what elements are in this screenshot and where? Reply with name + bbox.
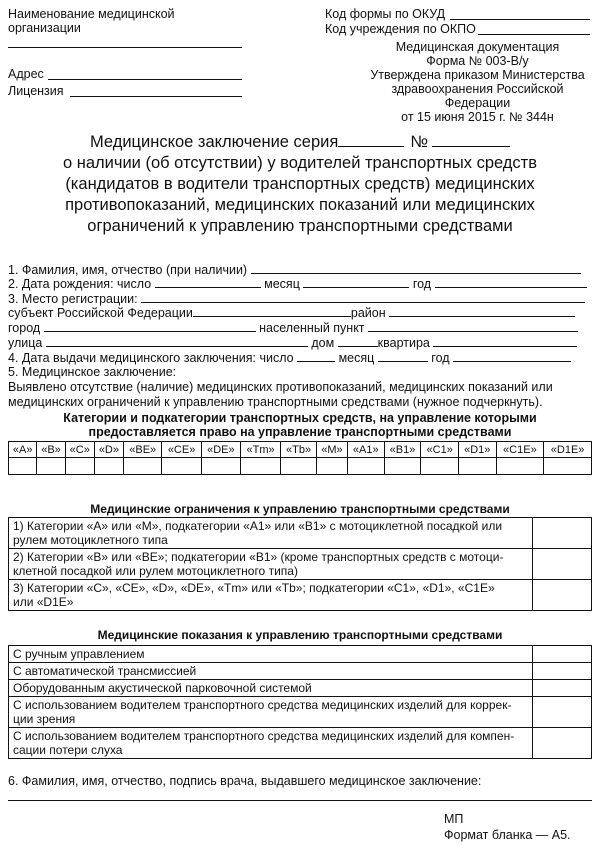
issue-day-field[interactable] xyxy=(297,350,335,362)
city-field[interactable] xyxy=(44,320,256,332)
apartment-field[interactable] xyxy=(433,335,577,347)
okpo-label: Код учреждения по ОКПО xyxy=(325,22,476,36)
category-label: «CE» xyxy=(162,442,201,458)
restriction-mark-cell[interactable] xyxy=(533,580,592,611)
doctor-signature-label: 6. Фамилия, имя, отчество, подпись врача, выдавшего медицинское заключение: xyxy=(8,774,482,788)
category-label: «C1E» xyxy=(496,442,544,458)
registration-field[interactable] xyxy=(141,291,585,303)
indication-mark-cell[interactable] xyxy=(533,680,592,697)
birth-month-field[interactable] xyxy=(303,276,409,288)
category-label: «B1» xyxy=(384,442,421,458)
category-mark-cell[interactable] xyxy=(162,458,201,475)
registration-row: 3. Место регистрации: xyxy=(8,291,585,306)
doctor-signature-field[interactable] xyxy=(8,800,592,801)
restriction-mark-cell[interactable] xyxy=(533,549,592,580)
category-label: «M» xyxy=(317,442,348,458)
birth-date-row: 2. Дата рождения: число месяц год xyxy=(8,276,587,291)
category-mark-cell[interactable] xyxy=(281,458,317,475)
birth-day-field[interactable] xyxy=(155,276,261,288)
category-label: «D» xyxy=(94,442,123,458)
street-row: улица дом квартира xyxy=(8,335,577,350)
category-label: «B» xyxy=(37,442,65,458)
license-field[interactable] xyxy=(70,96,242,97)
category-mark-cell[interactable] xyxy=(421,458,459,475)
category-label: «A1» xyxy=(347,442,384,458)
category-label: «C1» xyxy=(421,442,459,458)
indication-row: Оборудованным акустической парковочной системой xyxy=(9,680,592,697)
okud-field[interactable] xyxy=(450,19,590,20)
categories-table xyxy=(8,441,592,475)
category-label: «D1» xyxy=(458,442,496,458)
conclusion-text-line2: медицинских ограничений к управлению транспортными средствами (нужное подчеркнуть). xyxy=(8,395,543,409)
category-mark-cell[interactable] xyxy=(347,458,384,475)
indications-table xyxy=(8,645,592,759)
conclusion-text-line1: Выявлено отсутствие (наличие) медицинских противопоказаний, медицинских показаний или xyxy=(8,380,553,394)
city-row: город населенный пункт xyxy=(8,320,578,335)
categories-heading: Категории и подкатегории транспортных средств, на управление которыми предоставляется право на управление транспортными средствами xyxy=(63,411,537,439)
restrictions-heading: Медицинские ограничения к управлению транспортными средствами xyxy=(90,502,510,516)
category-mark-cell[interactable] xyxy=(37,458,65,475)
full-name-field[interactable] xyxy=(251,262,581,274)
restrictions-table xyxy=(8,517,592,611)
stamp-place-label: МП xyxy=(444,812,464,826)
category-mark-cell[interactable] xyxy=(241,458,281,475)
okud-label: Код формы по ОКУД xyxy=(325,7,446,21)
issue-month-field[interactable] xyxy=(378,350,428,362)
title-series-line: Медицинское заключение серия № xyxy=(0,132,600,153)
category-label: «A» xyxy=(9,442,37,458)
category-label: «DE» xyxy=(201,442,240,458)
address-field[interactable] xyxy=(48,79,242,80)
category-label: «BE» xyxy=(124,442,162,458)
restriction-mark-cell[interactable] xyxy=(533,518,592,549)
category-mark-cell[interactable] xyxy=(317,458,348,475)
form-format-label: Формат бланка — А5. xyxy=(444,828,571,842)
number-field[interactable] xyxy=(432,132,510,147)
indication-mark-cell[interactable] xyxy=(533,646,592,663)
district-field[interactable] xyxy=(389,305,575,317)
category-mark-cell[interactable] xyxy=(544,458,592,475)
house-field[interactable] xyxy=(338,335,378,347)
category-label: «Tb» xyxy=(281,442,317,458)
organization-name-field[interactable] xyxy=(8,47,242,48)
document-title: Медицинское заключение серия № о наличии (об отсутствии) у водителей транспортных средств (кандидатов в водители транспортных средств) медицинских противопоказаний, медицинских показаний или медицинских ограничений к управлению транспортными средствами xyxy=(0,132,600,237)
full-name-row: 1. Фамилия, имя, отчество (при наличии) xyxy=(8,262,581,277)
address-label: Адрес xyxy=(8,67,44,81)
indication-row: С ручным управлением xyxy=(9,646,592,663)
indication-mark-cell[interactable] xyxy=(533,663,592,680)
category-label: «C» xyxy=(65,442,94,458)
issue-year-field[interactable] xyxy=(453,350,571,362)
organization-name-label: Наименование медицинской организации xyxy=(8,7,175,35)
subject-row: субъект Российской Федерации район xyxy=(8,305,575,320)
category-label: «Tm» xyxy=(241,442,281,458)
category-mark-cell[interactable] xyxy=(384,458,421,475)
settlement-field[interactable] xyxy=(368,320,578,332)
indication-row: С использованием водителем транспортного средства медицинских изделий для коррек- ции зрения xyxy=(9,697,592,728)
category-mark-cell[interactable] xyxy=(65,458,94,475)
document-approval: Медицинская документация Форма № 003-В/у Утверждена приказом Министерства здравоохранения Российской Федерации от 15 июня 2015 г. № 344н xyxy=(370,40,585,124)
issue-date-row: 4. Дата выдачи медицинского заключения: число месяц год xyxy=(8,350,571,365)
birth-year-field[interactable] xyxy=(435,276,587,288)
restriction-row: 3) Категории «С», «СЕ», «D», «DE», «Tm» или «Tb»; подкатегории «С1», «D1», «С1E» или «D1E» xyxy=(9,580,592,611)
restriction-row: 1) Категории «А» или «М», подкатегории «А1» или «В1» с мотоциклетной посадкой или рулем мотоциклетного типа xyxy=(9,518,592,549)
license-label: Лицензия xyxy=(8,84,64,98)
indication-row: С автоматической трансмиссией xyxy=(9,663,592,680)
street-field[interactable] xyxy=(46,335,308,347)
indication-mark-cell[interactable] xyxy=(533,697,592,728)
indications-heading: Медицинские показания к управлению транспортными средствами xyxy=(97,628,503,642)
okpo-field[interactable] xyxy=(478,34,590,35)
category-mark-cell[interactable] xyxy=(124,458,162,475)
category-mark-cell[interactable] xyxy=(496,458,544,475)
series-field[interactable] xyxy=(338,132,404,147)
category-mark-cell[interactable] xyxy=(458,458,496,475)
subject-field[interactable] xyxy=(193,305,351,317)
category-mark-cell[interactable] xyxy=(9,458,37,475)
category-mark-cell[interactable] xyxy=(94,458,123,475)
indication-mark-cell[interactable] xyxy=(533,728,592,759)
restriction-row: 2) Категории «В» или «ВЕ»; подкатегории «В1» (кроме транспортных средств с мотоци- клетной посадкой или рулем мотоциклетного типа) xyxy=(9,549,592,580)
category-label: «D1E» xyxy=(544,442,592,458)
category-mark-cell[interactable] xyxy=(201,458,240,475)
indication-row: С использованием водителем транспортного средства медицинских изделий для компен- сации потери слуха xyxy=(9,728,592,759)
conclusion-label: 5. Медицинское заключение: xyxy=(8,365,177,379)
